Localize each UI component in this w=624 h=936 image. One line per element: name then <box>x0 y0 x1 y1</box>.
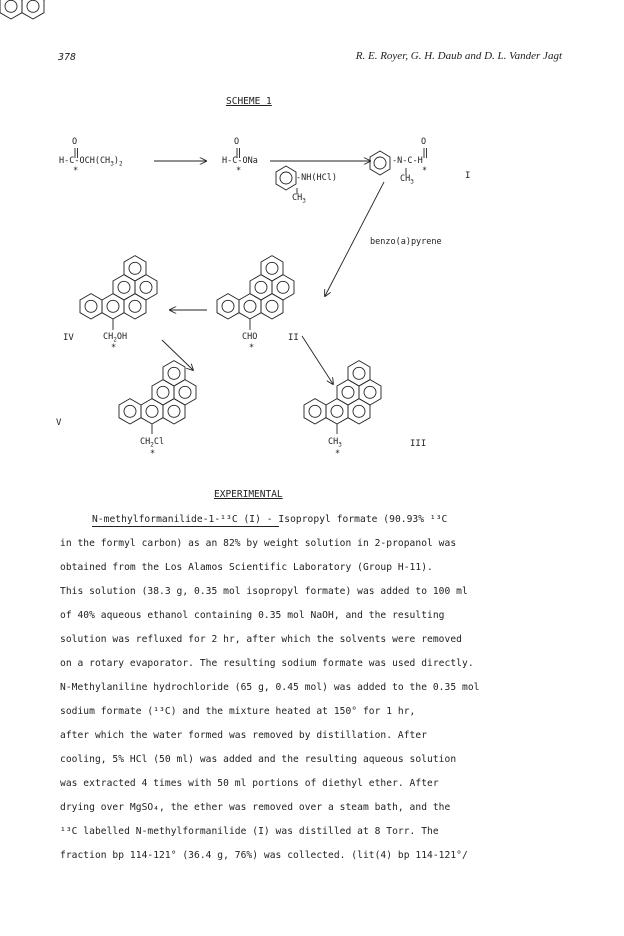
compound-label-V: V <box>56 418 62 428</box>
label-star: * <box>236 166 242 176</box>
experimental-line: This solution (38.3 g, 0.35 mol isopropyl formate) was added to 100 ml <box>60 586 468 597</box>
experimental-line: after which the water formed was removed by distillation. After <box>60 730 428 741</box>
experimental-line: ¹³C labelled N-methylformanilide (I) was distilled at 8 Torr. The <box>60 826 439 837</box>
substituent-ch2cl: $CH_2Cl$ <box>140 437 165 449</box>
experimental-line: of 40% aqueous ethanol containing 0.35 mol NaOH, and the resulting <box>60 610 445 621</box>
experimental-line: sodium formate (¹³C) and the mixture heated at 150° for 1 hr, <box>60 706 416 717</box>
label-star: * <box>111 343 117 353</box>
experimental-line: was extracted 4 times with 50 ml portions of diethyl ether. After <box>60 778 439 789</box>
product-benzene-ring <box>370 151 390 175</box>
amine-methyl: $CH_3$ <box>292 193 306 205</box>
page-number: 378 <box>58 52 77 63</box>
running-head-authors: R. E. Royer, G. H. Daub and D. L. Vander Jagt <box>355 50 562 62</box>
reagent-benzopyrene: benzo(a)pyrene <box>370 237 442 247</box>
experimental-line: fraction bp 114-121° (36.4 g, 76%) was collected. (lit(4) bp 114-121°/ <box>60 850 468 861</box>
label-star: * <box>73 166 79 176</box>
substituent-ch3: $CH_3$ <box>328 437 342 449</box>
experimental-line: cooling, 5% HCl (50 ml) was added and the resulting aqueous solution <box>60 754 457 765</box>
label-star: * <box>249 343 255 353</box>
scheme-title: SCHEME 1 <box>226 96 272 107</box>
benzopyrene-II <box>217 256 294 319</box>
benzopyrene-V <box>119 361 196 424</box>
compound-label-IV: IV <box>63 333 74 343</box>
product-carbonyl-oxygen: O <box>421 137 427 147</box>
experimental-heading: EXPERIMENTAL <box>214 489 283 500</box>
salt-carbonyl-oxygen: O <box>234 137 240 147</box>
ester-carbonyl-oxygen: O <box>72 137 78 147</box>
experimental-line: drying over MgSO₄, the ether was removed over a steam bath, and the <box>60 802 451 813</box>
n-methylaniline-hcl-formula: -NH(HCl) <box>296 173 337 183</box>
label-star: * <box>150 449 156 459</box>
n-methylformanilide-formula: -N-C-H <box>392 156 423 166</box>
product-methyl: $CH_3$ <box>400 174 414 186</box>
experimental-line: solution was refluxed for 2 hr, after which the solvents were removed <box>60 634 462 645</box>
compound-name-underline <box>92 526 279 527</box>
experimental-line: on a rotary evaporator. The resulting sodium formate was used directly. <box>60 658 474 669</box>
compound-label-I: I <box>465 171 471 181</box>
experimental-line: N-Methylaniline hydrochloride (65 g, 0.45 mol) was added to the 0.35 mol <box>60 682 480 693</box>
experimental-line: obtained from the Los Alamos Scientific Laboratory (Group H-11). <box>60 562 433 573</box>
sodium-formate-formula: H-C-ONa <box>222 156 258 166</box>
compound-label-II: II <box>288 333 299 343</box>
amine-benzene-ring <box>276 166 296 190</box>
isopropyl-formate-formula: $H-C-OCH(CH_3)_2$ <box>59 156 123 168</box>
compound-label-III: III <box>410 439 427 449</box>
benzopyrene-III <box>304 361 381 424</box>
experimental-line: in the formyl carbon) as an 82% by weight solution in 2-propanol was <box>60 538 457 549</box>
label-star: * <box>422 166 428 176</box>
benzopyrene-IV <box>80 256 157 319</box>
experimental-line: N-methylformanilide-1-¹³C (I) - Isopropyl formate (90.93% ¹³C <box>92 514 448 525</box>
substituent-ch2oh: $CH_2OH$ <box>103 332 128 344</box>
label-star: * <box>335 449 341 459</box>
substituent-cho: CHO <box>242 332 258 342</box>
